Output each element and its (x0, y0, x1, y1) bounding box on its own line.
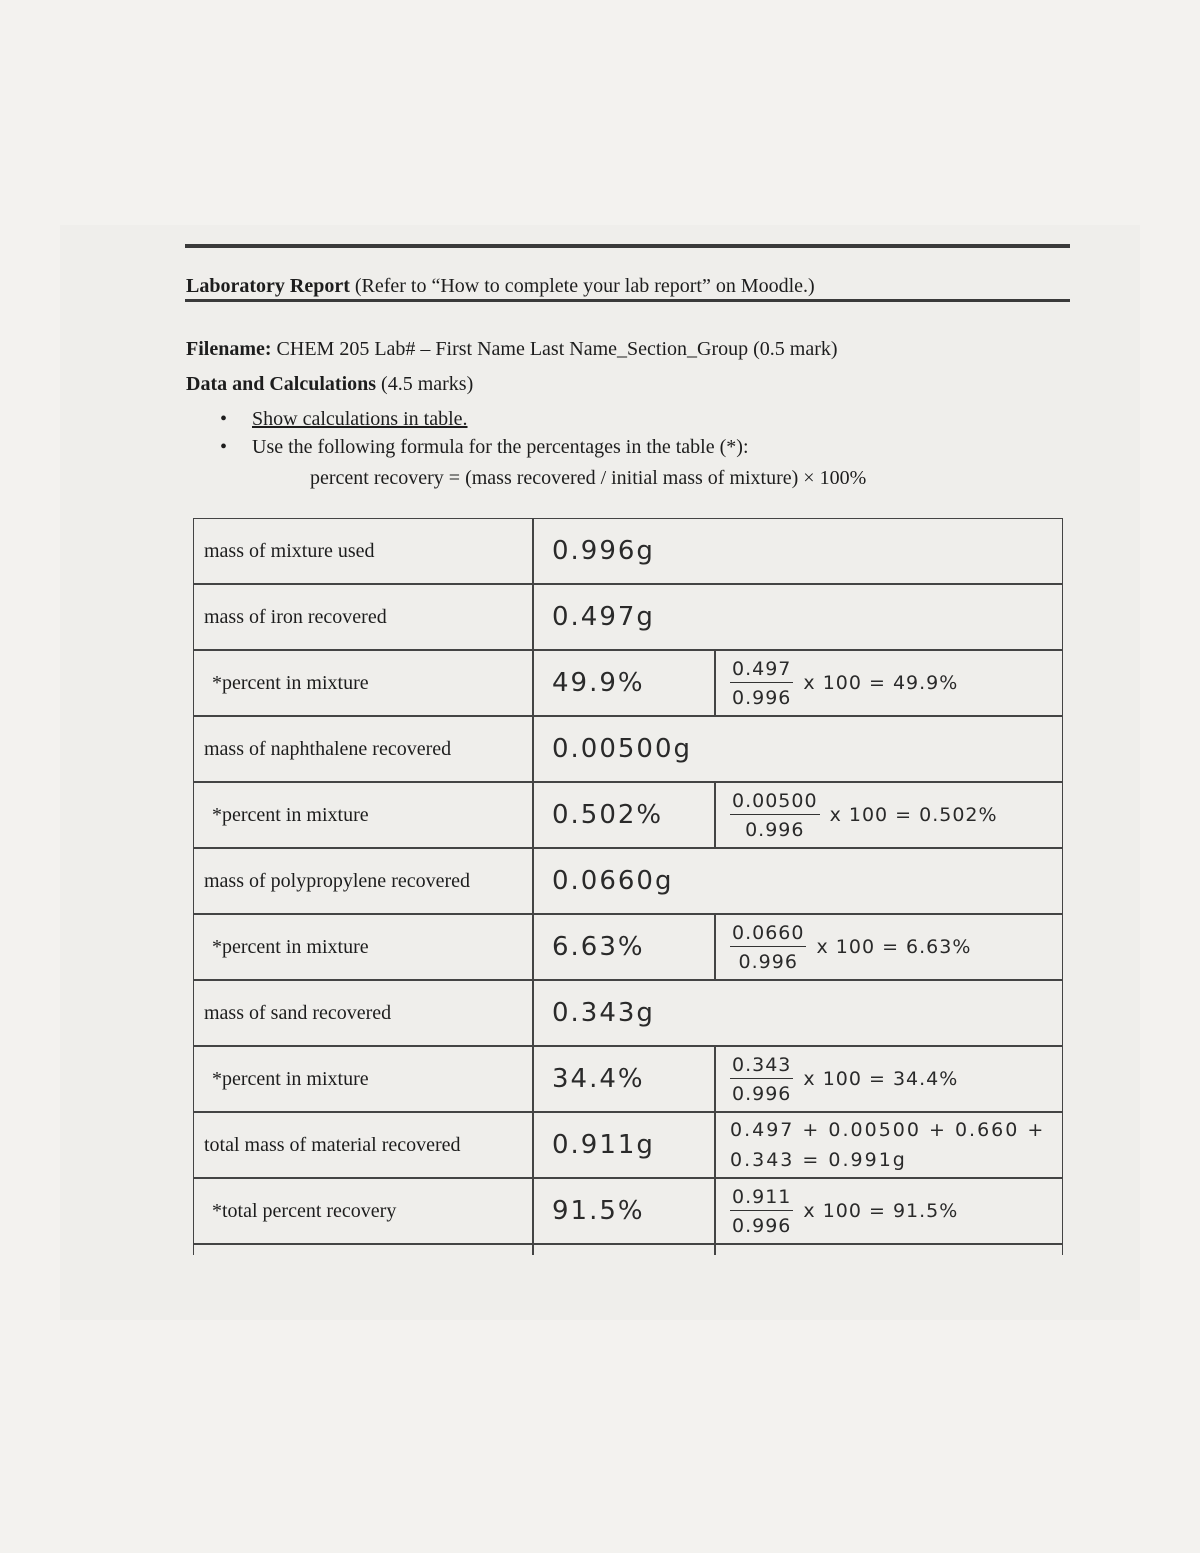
naphthalene-percent-value: 0.502% (533, 782, 715, 848)
empty-cell (715, 1244, 1063, 1255)
table-row (193, 650, 1063, 716)
table-row (193, 1178, 1063, 1244)
table-row (193, 1112, 1063, 1178)
row-label: *percent in mixture (193, 650, 533, 716)
table-row (193, 518, 1063, 584)
polypropylene-mass-value: 0.0660g (533, 848, 1063, 914)
mixture-mass-value: 0.996g (533, 518, 1063, 584)
iron-percent-value: 49.9% (533, 650, 715, 716)
sand-percent-calculation: $\frac{0.343}{0.996}$ x 100 = 34.4% (715, 1046, 1063, 1112)
table-row-cut-off (193, 1244, 1063, 1255)
table-row (193, 584, 1063, 650)
naphthalene-percent-calculation: $\frac{0.00500}{0.996}$ x 100 = 0.502% (715, 782, 1063, 848)
polypropylene-percent-calculation: $\frac{0.0660}{0.996}$ x 100 = 6.63% (715, 914, 1063, 980)
row-label: mass of sand recovered (193, 980, 533, 1046)
filename-line: Filename: CHEM 205 Lab# – First Name Last Name_Section_Group (0.5 mark) (186, 338, 838, 360)
results-table (193, 518, 1063, 1255)
instruction-list (220, 408, 749, 464)
instruction-item: • Show calculations in table. (220, 408, 468, 430)
iron-mass-value: 0.497g (533, 584, 1063, 650)
naphthalene-mass-value: 0.00500g (533, 716, 1063, 782)
row-label: mass of naphthalene recovered (193, 716, 533, 782)
row-label: *total percent recovery (193, 1178, 533, 1244)
table-row (193, 782, 1063, 848)
empty-cell (193, 1244, 533, 1255)
row-label: total mass of material recovered (193, 1112, 533, 1178)
polypropylene-percent-value: 6.63% (533, 914, 715, 980)
empty-cell (533, 1244, 715, 1255)
title-rule (185, 299, 1070, 302)
data-heading: Data and Calculations (4.5 marks) (186, 373, 474, 395)
table-row (193, 848, 1063, 914)
sand-mass-value: 0.343g (533, 980, 1063, 1046)
table-row (193, 1046, 1063, 1112)
row-label: mass of polypropylene recovered (193, 848, 533, 914)
top-rule (185, 244, 1070, 248)
instruction-item: • Use the following formula for the percentages in the table (*): (220, 436, 749, 458)
total-percent-calculation: $\frac{0.911}{0.996}$ x 100 = 91.5% (715, 1178, 1063, 1244)
row-label: *percent in mixture (193, 914, 533, 980)
total-percent-value: 91.5% (533, 1178, 715, 1244)
row-label: *percent in mixture (193, 1046, 533, 1112)
total-mass-value: 0.911g (533, 1112, 715, 1178)
table-row (193, 716, 1063, 782)
report-title: Laboratory Report (Refer to “How to complete your lab report” on Moodle.) (186, 275, 815, 297)
row-label: *percent in mixture (193, 782, 533, 848)
table-row (193, 980, 1063, 1046)
percent-recovery-formula: percent recovery = (mass recovered / initial mass of mixture) × 100% (310, 467, 867, 489)
table-row (193, 914, 1063, 980)
total-mass-calculation: 0.497 + 0.00500 + 0.660 + 0.343 = 0.991g (715, 1112, 1063, 1178)
sand-percent-value: 34.4% (533, 1046, 715, 1112)
row-label: mass of iron recovered (193, 584, 533, 650)
iron-percent-calculation: $\frac{0.497}{0.996}$ x 100 = 49.9% (715, 650, 1063, 716)
row-label: mass of mixture used (193, 518, 533, 584)
